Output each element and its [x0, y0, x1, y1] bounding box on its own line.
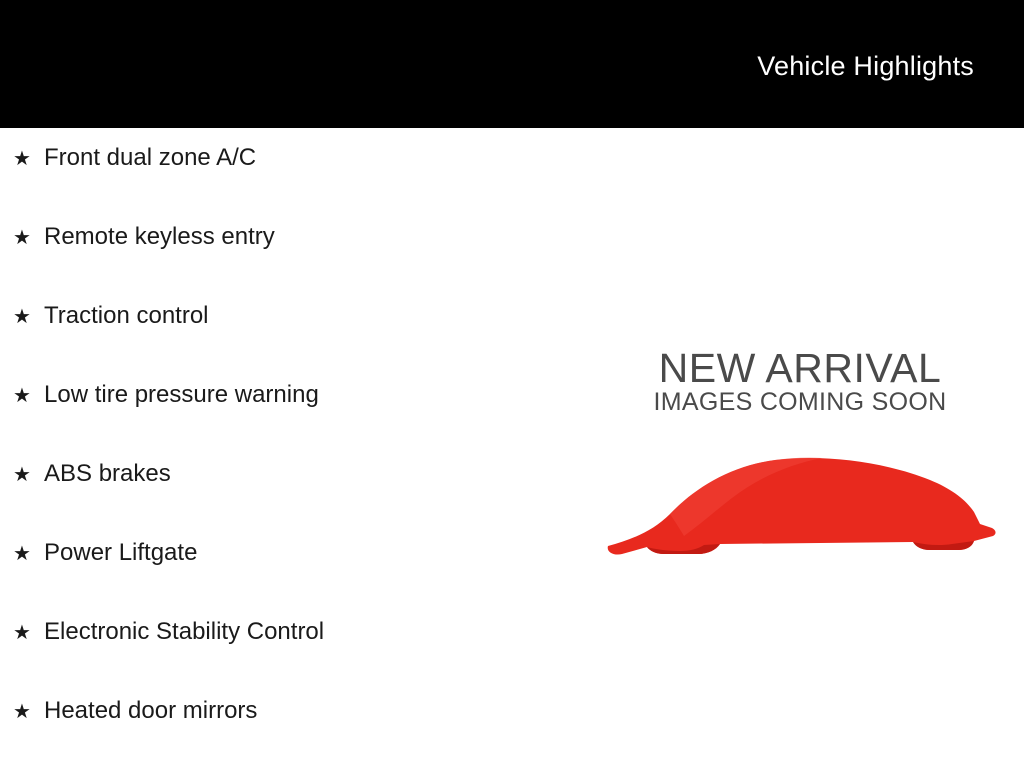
list-item [0, 541, 620, 620]
highlight-label: Heated door mirrors [44, 697, 258, 724]
header-bar [0, 0, 1024, 128]
highlight-label: Traction control [44, 302, 209, 329]
list-item [0, 699, 620, 778]
star-icon: ★ [13, 543, 31, 565]
covered-car-icon [600, 428, 1000, 583]
star-icon: ★ [13, 385, 31, 407]
star-icon: ★ [13, 306, 31, 328]
list-item [0, 620, 620, 699]
page-title: Vehicle Highlights [757, 51, 974, 81]
star-icon: ★ [13, 622, 31, 644]
highlight-label: Power Liftgate [44, 539, 198, 566]
highlight-label: Low tire pressure warning [44, 381, 319, 408]
vehicle-image-placeholder [600, 328, 1000, 588]
list-item [0, 383, 620, 462]
vehicle-highlights-list [0, 128, 620, 778]
placeholder-headline: NEW ARRIVAL [658, 345, 942, 391]
content-area [0, 128, 1024, 768]
list-item [0, 462, 620, 541]
star-icon: ★ [13, 464, 31, 486]
list-item [0, 146, 620, 225]
list-item [0, 304, 620, 383]
star-icon: ★ [13, 148, 31, 170]
star-icon: ★ [13, 227, 31, 249]
star-icon: ★ [13, 701, 31, 723]
placeholder-subline: IMAGES COMING SOON [653, 388, 947, 416]
highlight-label: Front dual zone A/C [44, 144, 257, 171]
highlight-label: Electronic Stability Control [44, 618, 325, 645]
list-item [0, 225, 620, 304]
highlight-label: ABS brakes [44, 460, 171, 487]
highlight-label: Remote keyless entry [44, 223, 275, 250]
